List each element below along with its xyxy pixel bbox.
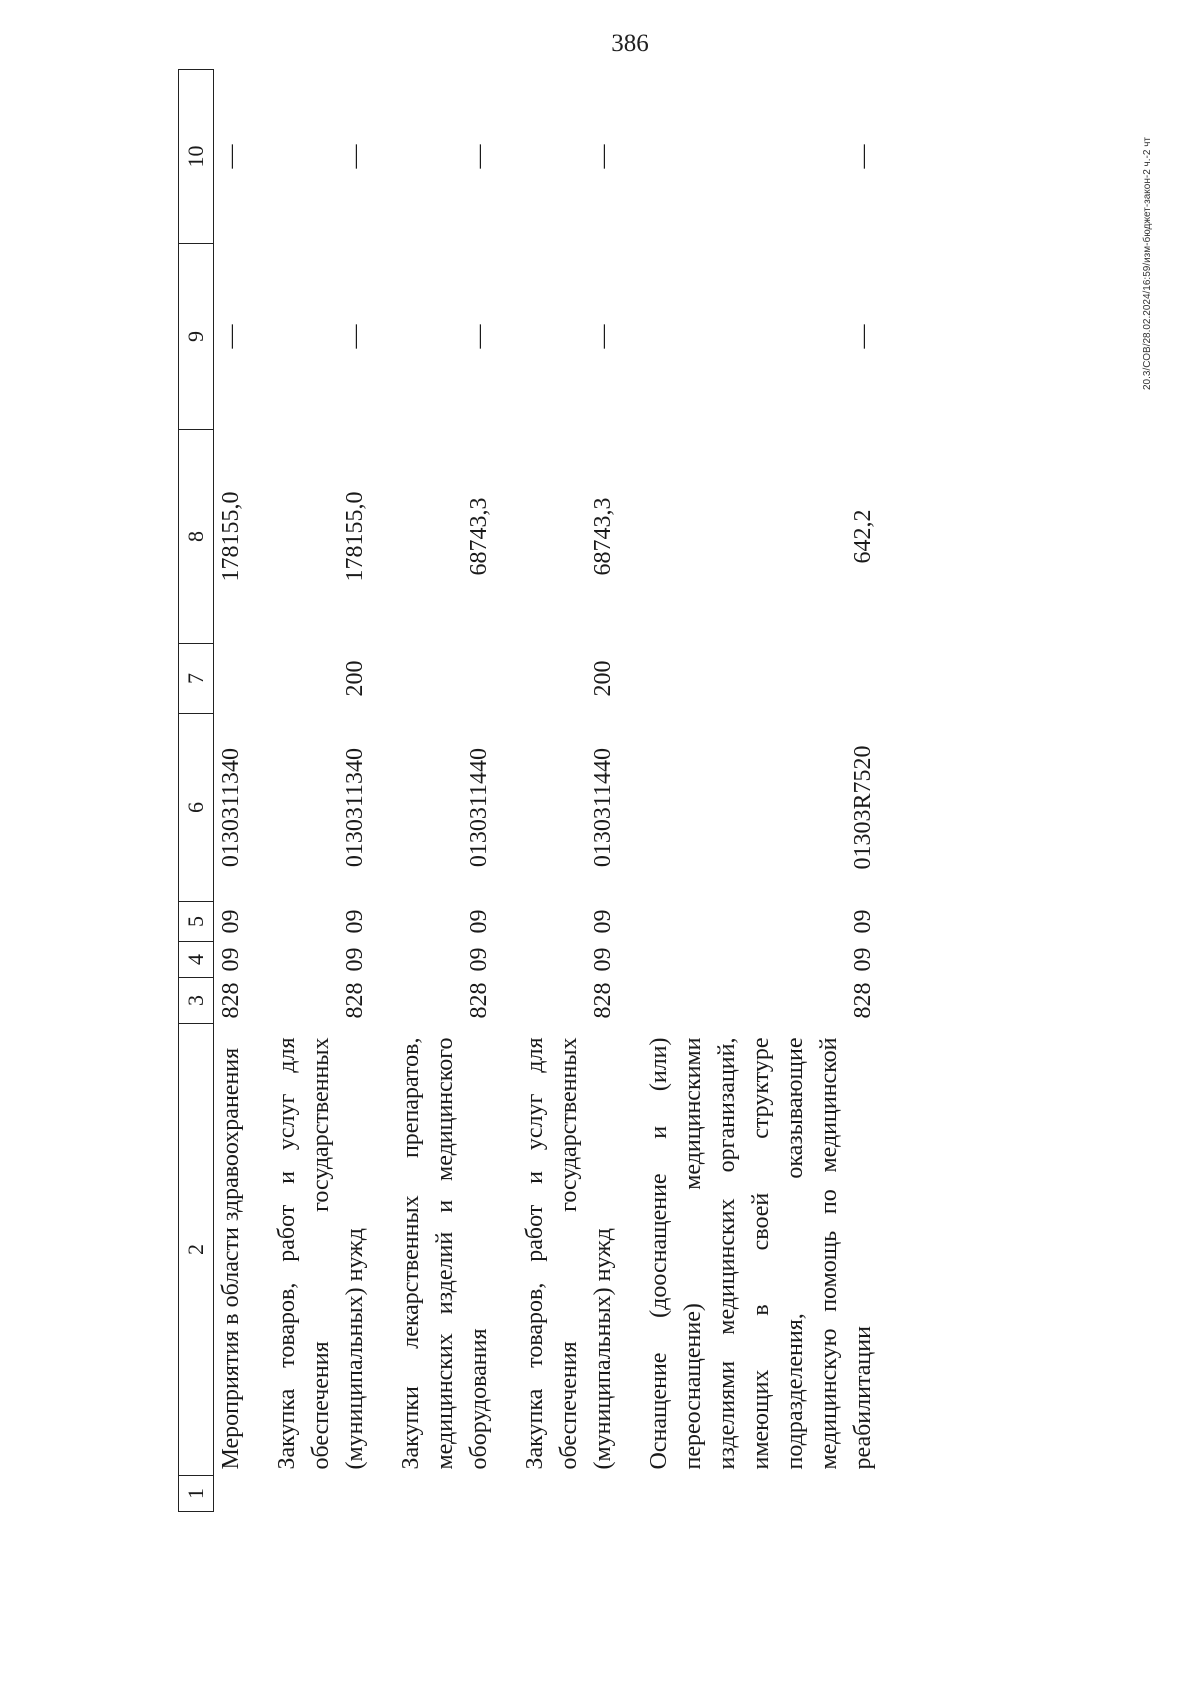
cell-c5: 09 (466, 909, 492, 934)
document-stamp: 20.3/СОВ/28.02.2024/16:59/изм-бюджет-закон-2 ч.-2 чт (1142, 137, 1153, 390)
table-row (214, 70, 249, 1512)
cell-c6: 0130311440 (590, 747, 616, 868)
cell-c5: 09 (590, 909, 616, 934)
header-col-2: 2 (179, 1024, 214, 1476)
header-col-1: 1 (179, 1476, 214, 1512)
header-col-9: 9 (179, 244, 214, 430)
cell-c7 (620, 644, 880, 714)
row-name: Закупки лекарственных препаратов, медицинских изделий и медицинского оборудования (398, 1037, 492, 1470)
cell-c3: 828 (218, 982, 244, 1019)
row-name: Закупка товаров, работ и услуг для обеспечения государственных (муниципальных) нужд (522, 1037, 616, 1470)
table-row (372, 70, 496, 1512)
cell-blank (496, 1476, 620, 1512)
cell-c8: 178155,0 (218, 491, 244, 582)
header-col-7: 7 (179, 644, 214, 714)
cell-c5: 09 (850, 909, 876, 934)
cell-c10: — (342, 144, 368, 169)
header-col-3: 3 (179, 978, 214, 1024)
cell-c4: 09 (342, 947, 368, 972)
cell-c7: 200 (590, 660, 616, 697)
cell-c9: — (342, 324, 368, 349)
cell-blank (248, 1476, 372, 1512)
header-col-6: 6 (179, 714, 214, 902)
table-row (248, 70, 372, 1512)
cell-blank (214, 1476, 249, 1512)
cell-c10: — (850, 144, 876, 169)
cell-blank (620, 1476, 880, 1512)
cell-c10: — (218, 144, 244, 169)
row-name: Оснащение (дооснащение и (или) переоснащение) медицинскими изделиями медицинских организаций, имеющих в своей структуре подразделения, оказывающие медицинскую помощь по медицинской реабилитации (646, 1037, 876, 1470)
cell-c7: 200 (342, 660, 368, 697)
rotated-table-container (178, 70, 898, 1512)
cell-c6: 0130311340 (342, 747, 368, 868)
cell-c9: — (850, 324, 876, 349)
cell-c3: 828 (466, 982, 492, 1019)
cell-c8: 68743,3 (590, 497, 616, 576)
cell-c9: — (218, 324, 244, 349)
header-col-8: 8 (179, 430, 214, 644)
cell-c8: 68743,3 (466, 497, 492, 576)
cell-c10: — (590, 144, 616, 169)
cell-c3: 828 (850, 982, 876, 1019)
cell-c7 (214, 644, 249, 714)
header-col-4: 4 (179, 942, 214, 978)
cell-c8: 178155,0 (342, 491, 368, 582)
cell-c7 (372, 644, 496, 714)
cell-c5: 09 (218, 909, 244, 934)
page-number: 386 (611, 30, 649, 57)
cell-c8: 642,2 (850, 509, 876, 564)
header-col-5: 5 (179, 902, 214, 942)
cell-c6: 0130311440 (466, 747, 492, 868)
header-col-10: 10 (179, 70, 214, 244)
cell-c3: 828 (342, 982, 368, 1019)
cell-c9: — (590, 324, 616, 349)
cell-c4: 09 (466, 947, 492, 972)
cell-c3: 828 (590, 982, 616, 1019)
cell-c4: 09 (218, 947, 244, 972)
cell-c9: — (466, 324, 492, 349)
cell-c6: 0130311340 (218, 747, 244, 868)
cell-blank (372, 1476, 496, 1512)
header-row (179, 70, 214, 1512)
table-row (496, 70, 620, 1512)
row-name: Закупка товаров, работ и услуг для обеспечения государственных (муниципальных) нужд (274, 1037, 368, 1470)
cell-c4: 09 (590, 947, 616, 972)
row-name: Мероприятия в области здравоохранения (218, 1047, 244, 1470)
table-row (620, 70, 880, 1512)
cell-c4: 09 (850, 947, 876, 972)
cell-c5: 09 (342, 909, 368, 934)
cell-c6: 01303R7520 (850, 745, 876, 870)
budget-table (178, 69, 880, 1512)
cell-c10: — (466, 144, 492, 169)
